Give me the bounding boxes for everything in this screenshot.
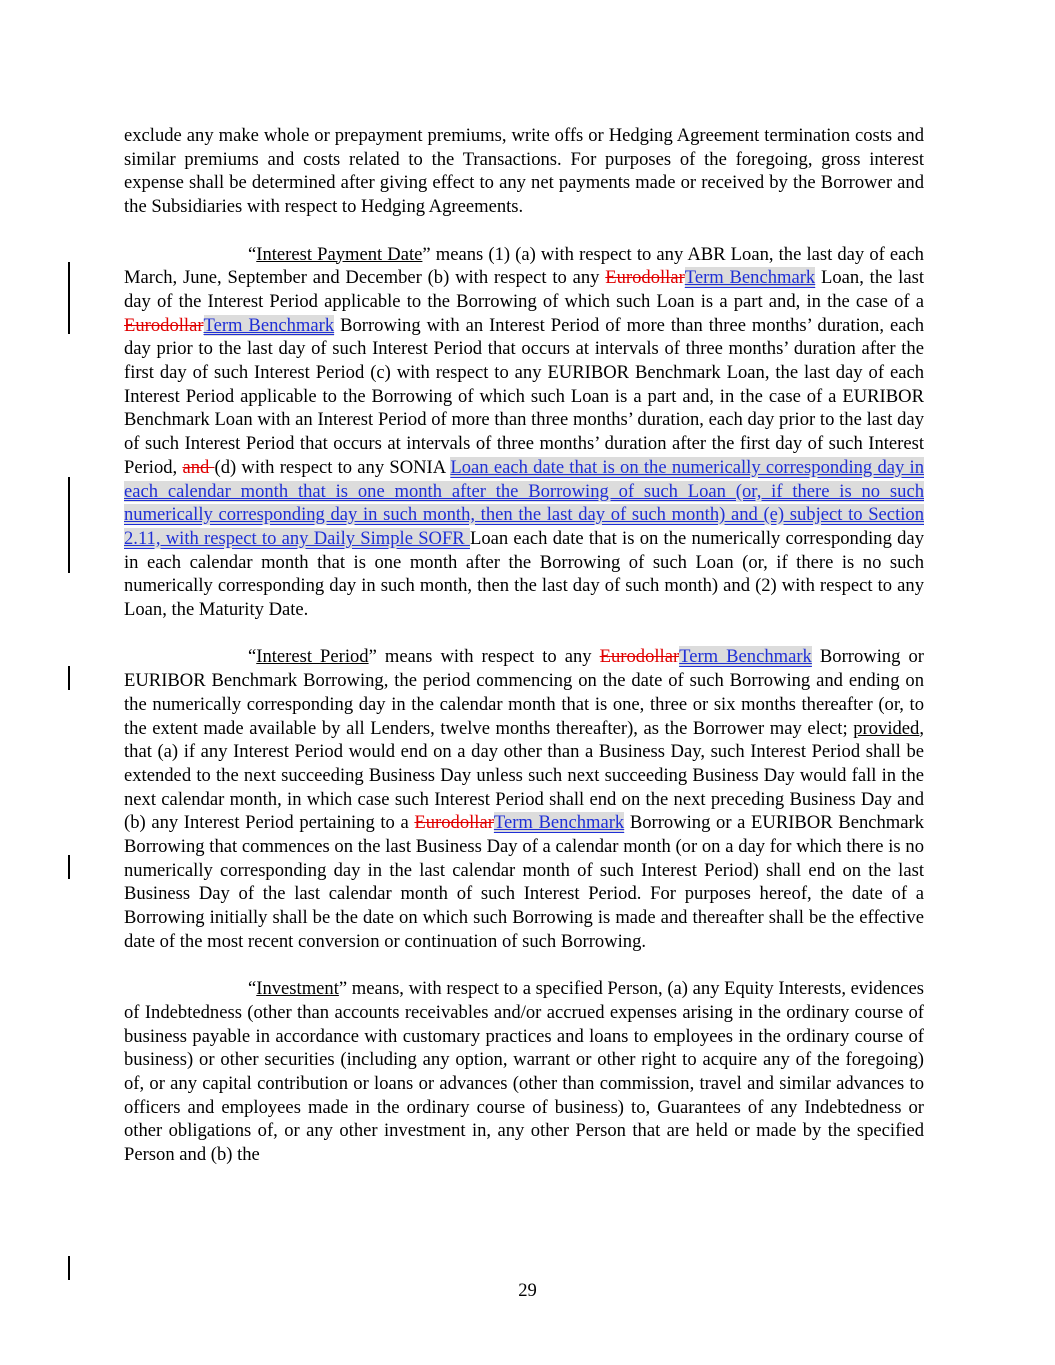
open-quote: “ — [248, 646, 257, 668]
underlined-text: provided — [853, 717, 920, 739]
paragraph-text: exclude any make whole or prepayment premiums, write offs or Hedging Agreement termination costs and similar premiums and costs related to the Transactions. For purposes of the foregoing, gross interest expense shall be determined after giving effect to any net payments made or received by the Borrower and the Subsidiaries with respect to Hedging Agreements. — [124, 125, 924, 218]
text-run: Borrowing or EURIBOR Benchmark Borrowing, the period commencing on the date of such Borrowing and ending on the numerically corresponding day in the calendar month that is one, three or six months thereafter (or, to the extent made available by all Lenders, twelve months thereafter), as the Borrower may elect; — [124, 646, 924, 739]
definition-interest-payment-date — [124, 243, 924, 622]
inserted-text: Term Benchmark — [203, 314, 335, 336]
definition-investment — [124, 977, 924, 1167]
defined-term: Interest Period — [256, 646, 369, 668]
inserted-text: Term Benchmark — [493, 812, 625, 834]
text-run: ” means with respect to any — [368, 646, 600, 668]
text-run: (d) with respect to any SONIA — [214, 456, 451, 478]
text-run: Borrowing or a EURIBOR Benchmark Borrowing that commences on the last Business Day of a calendar month (or on a day for which there is no numerically corresponding day in the last calendar month of such Interest Period) shall end on the last Business Day of the last calendar month of such Interest Period. For purposes hereof, the date of a Borrowing initially shall be the date on which such Borrowing is made and thereafter shall be the effective date of the most recent conversion or continuation of such Borrowing. — [124, 812, 924, 952]
change-bar — [68, 1256, 70, 1280]
inserted-text: Loan each date that is on the numerically corresponding day in each calendar month that is one month after the Borrowing of such Loan (or, if there is no such numerically corresponding day in such month, then the last day of such month) and (e) subject to Section 2.11, with respect to any Daily Simple SOFR — [124, 456, 924, 549]
deleted-text: Eurodollar — [414, 812, 494, 834]
open-quote: “ — [248, 243, 257, 265]
text-run: ” means (1) (a) with respect to any ABR Loan, the last day of each March, June, September and December (b) with respect to any — [124, 243, 924, 289]
inserted-text: Term Benchmark — [679, 646, 812, 668]
change-bar — [68, 477, 70, 573]
definition-interest-period — [124, 645, 924, 953]
paragraph-continuation — [124, 124, 924, 219]
text-run: Loan each date that is on the numerically corresponding day in each calendar month that is one month after the Borrowing of such Loan (or, if there is no such numerically corresponding day in such month, then the last day of such month) and (2) with respect to any Loan, the Maturity Date. — [124, 527, 924, 621]
text-run: , that (a) if any Interest Period would end on a day other than a Business Day, such Interest Period shall be extended to the next succeeding Business Day unless such next succeeding Business Day would fall in the next calendar month, in which case such Interest Period shall end on the next preceding Business Day and (b) any Interest Period pertaining to a — [124, 717, 924, 834]
open-quote: “ — [248, 978, 257, 1000]
defined-term: Interest Payment Date — [256, 243, 423, 265]
defined-term: Investment — [256, 978, 339, 1000]
change-bar — [68, 855, 70, 879]
document-page — [124, 124, 924, 1167]
inserted-text: Term Benchmark — [684, 267, 816, 289]
change-bar — [68, 666, 70, 690]
deleted-text: and — [182, 456, 215, 478]
text-run: ” means, with respect to a specified Person, (a) any Equity Interests, evidences of Indebtedness (other than accounts receivables and/or accrued expenses arising in the ordinary course of business payable in accordance with customary practices and loans to employees in the ordinary course of business) or other securities (including any option, warrant or other right to acquire any of the foregoing) of, or any capital contribution or loans or advances (other than commission, travel and similar advances to officers and employees made in the ordinary course of business) to, Guarantees of any Indebtedness or other obligations of, or any other investment in, any other Person that are held or made by the specified Person and (b) the — [124, 978, 924, 1166]
deleted-text: Eurodollar — [605, 267, 685, 289]
text-run: Loan, the last day of the Interest Period applicable to the Borrowing of which such Loan is a part and, in the case of a — [124, 267, 924, 312]
deleted-text: Eurodollar — [124, 314, 204, 336]
text-run: Borrowing with an Interest Period of more than three months’ duration, each day prior to the last day of such Interest Period that occurs at intervals of three months’ duration after the first day of such Interest Period (c) with respect to any EURIBOR Benchmark Loan, the last day of each Interest Period applicable to the Borrowing of which such Loan is a part and, in the case of a EURIBOR Benchmark Loan with an Interest Period of more than three months’ duration, each day prior to the last day of such Interest Period that occurs at intervals of three months’ duration after the first day of such Interest Period, — [124, 314, 924, 478]
page-number: 29 — [518, 1280, 537, 1301]
change-bar — [68, 262, 70, 334]
deleted-text: Eurodollar — [599, 646, 680, 668]
